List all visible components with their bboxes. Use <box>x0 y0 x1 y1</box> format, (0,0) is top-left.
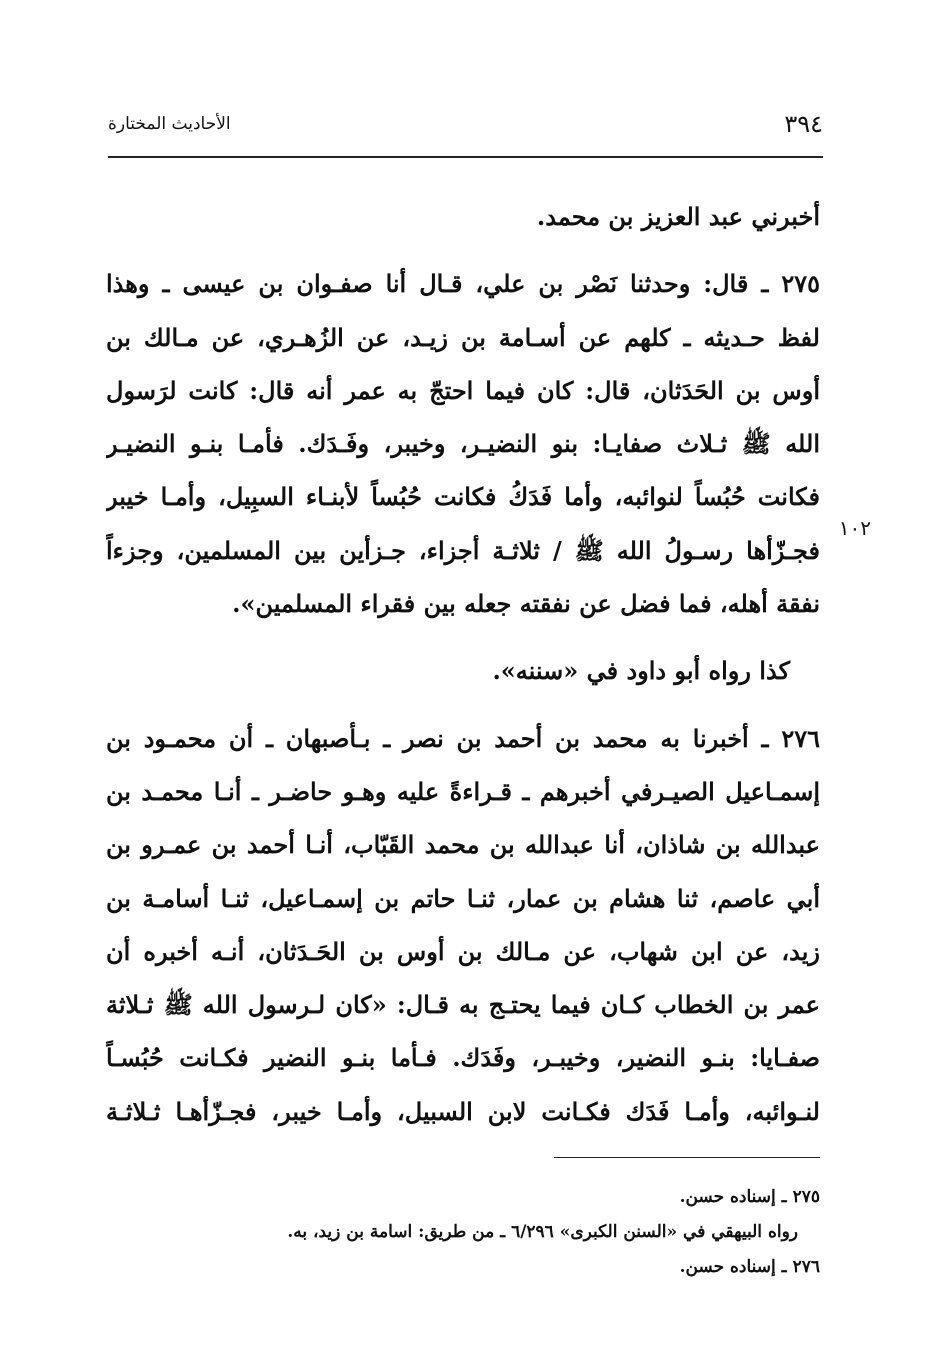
page-number: ٣٩٤ <box>784 110 823 138</box>
text-line: أبي عاصم، ثنا هشام بن عمار، ثنـا حاتم بن إسمـاعيل، ثنـا أسامـة بن <box>106 883 820 913</box>
footnotes <box>100 1180 820 1285</box>
text-line: ٢٧٥ ـ قال: وحدثنا نَصْر بن علي، قـال أنا صفـوان بن عيسى ـ وهذا <box>106 269 820 299</box>
text-line: فكانت حُبُساً لنوائبه، وأما فَدَكُ فكانت حُبُساً لأبنـاء السبِيل، وأمـا خيبر <box>106 482 820 512</box>
paragraph-gap <box>106 630 820 644</box>
text-line: أخبرني عبد العزيز بن محمد. <box>536 202 820 231</box>
text-line: عبدالله بن شاذان، أنا عبدالله بن محمد القَبّاب، أنـا أحمد بن عمـرو بن <box>106 830 820 860</box>
text-line: لفظ حـديثه ـ كلهم عن أسـامة بن زيـد، عن الزُهـري، عن مـالك بن <box>106 322 820 352</box>
paragraph-gap <box>106 698 820 712</box>
text-line: زيد، عن ابن شهاب، عن مـالك بن أوس بن الحَـدَثان، أنـه أخبره أن <box>106 936 820 966</box>
footnote-rule <box>554 1157 820 1158</box>
text-line: لنـوائبه، وأمـا فَدَك فكـانت لابن السبيل، وأمـا خيبر، فجـزّأهـا ثـلاثـة <box>106 1096 820 1126</box>
margin-page-marker: ١٠٢ <box>838 516 871 540</box>
text-line: عمر بن الخطاب كـان فيما يحتـج به قـال: «كان لـرسول الله ﷺ ثـلاثة <box>106 990 820 1020</box>
text-line: فجـزّأها رسـولُ الله ﷺ / ثلاثـة أجزاء، جـزأين بين المسلمين، وجزءاً <box>106 535 820 565</box>
footnote-line: ٢٧٦ ـ إسناده حسن. <box>679 1257 820 1277</box>
footnote-line: ٢٧٥ ـ إسناده حسن. <box>679 1187 820 1207</box>
text-line: صفـايا: بنـو النضير، وخيبـر، وفَدَك. فـأما بنـو النضير فكـانت حُبُسـاً <box>106 1043 820 1073</box>
text-line: أوس بن الحَدَثان، قال: كان فيما احتجّ به عمر أنه قال: كانت لرَسول <box>106 375 820 405</box>
text-line: ٢٧٦ ـ أخبرنا به محمد بن أحمد بن نصر ـ بـأصبهان ـ أن محمـود بن <box>106 723 820 753</box>
body-text <box>106 190 820 1138</box>
text-line: نفقة أهله، فما فضل عن نفقته جعله بين فقراء المسلمين». <box>232 589 820 619</box>
text-line: إسمـاعيل الصيـرفي أخبرهم ـ قـراءةً عليه وهـو حاضـر ـ أنـا محمـد بن <box>106 776 820 806</box>
header-rule <box>108 156 823 158</box>
running-title: الأحاديث المختارة <box>108 114 231 134</box>
paragraph-gap <box>106 243 820 257</box>
text-line: كذا رواه أبو داود في «سننه». <box>492 656 790 686</box>
footnote-line: رواه البيهقي في «السنن الكبرى» ٦/٢٩٦ ـ من طريق: اسامة بن زيد، به. <box>287 1222 798 1242</box>
text-line: الله ﷺ ثـلاث صفايـا: بنو النضيـر، وخيبر، وفَـدَك. فأمـا بنـو النضيـر <box>106 429 820 459</box>
